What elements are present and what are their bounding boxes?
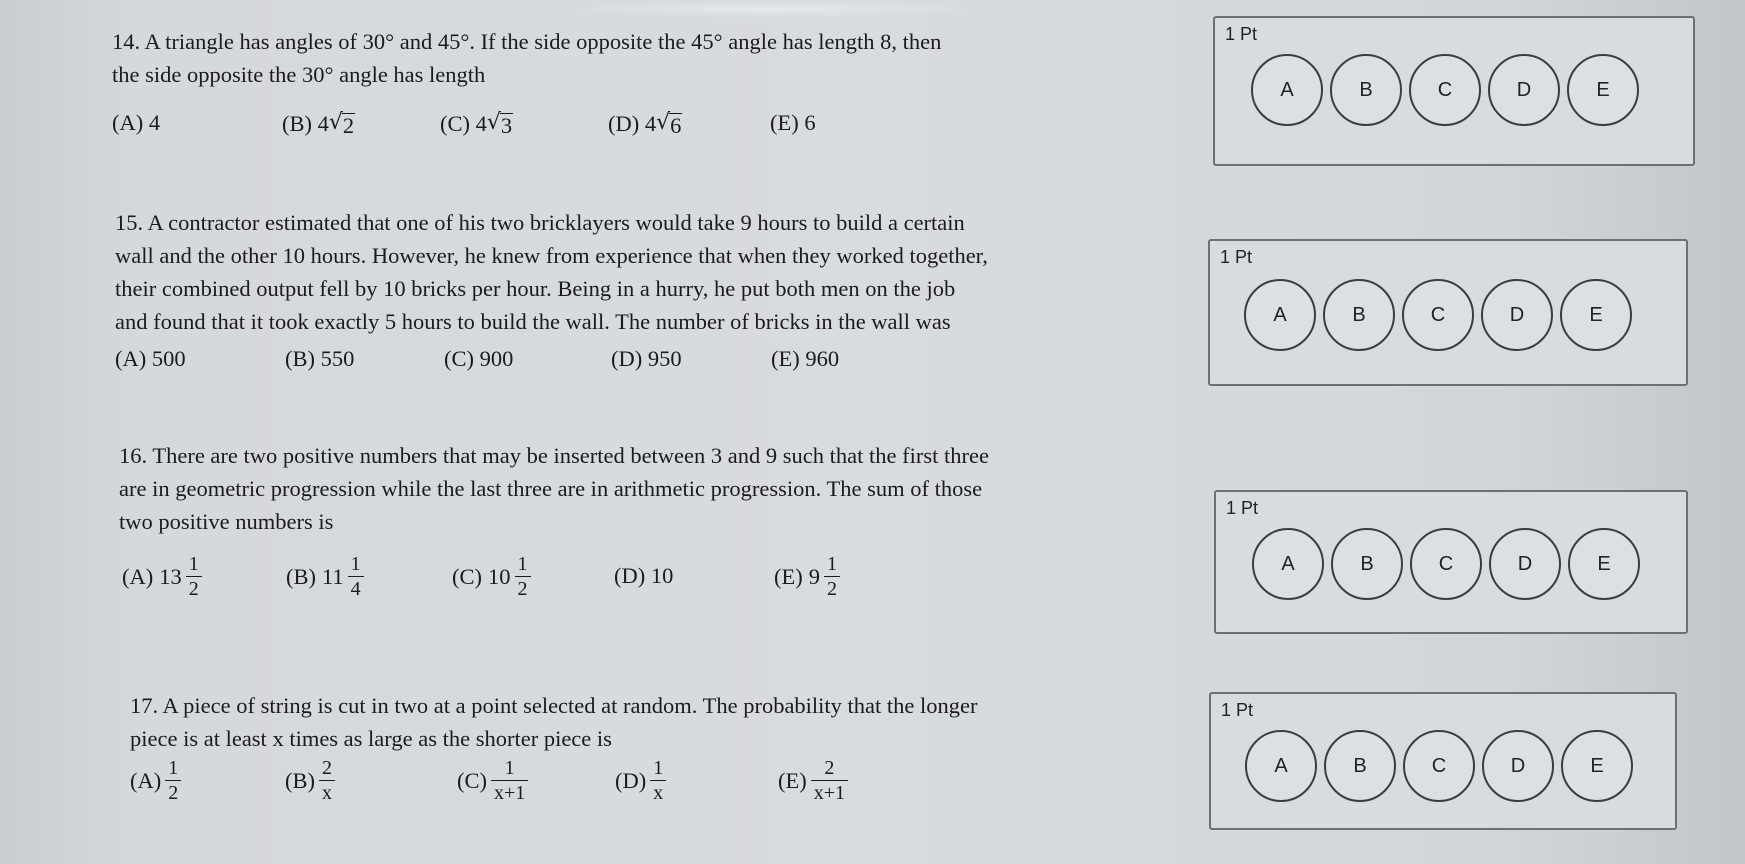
- choice-b: (B) $\frac{2}{x}$: [285, 756, 335, 805]
- choice-b: (B) 4 √ 2: [282, 110, 355, 138]
- answer-bubble-a[interactable]: A: [1244, 279, 1316, 351]
- choice-e: (E) 9 $\frac{1}{2}$: [774, 552, 840, 601]
- question-15-line-1: 15. A contractor estimated that one of his two bricklayers would take 9 hours to build a certain: [115, 210, 965, 235]
- screen-glare: [560, 0, 980, 18]
- choice-a: (A) 4: [112, 110, 161, 135]
- choice-e: (E) $\frac{2}{x+1}$: [778, 756, 848, 805]
- question-16-line-1: 16. There are two positive numbers that may be inserted between 3 and 9 such that the first three: [119, 443, 989, 468]
- question-15: [115, 206, 988, 338]
- choice-d: (D) 4 √ 6: [608, 110, 682, 138]
- fraction: $\frac{1}{2}$: [186, 552, 202, 601]
- question-15-line-2: wall and the other 10 hours. However, he knew from experience that when they worked together,: [115, 243, 988, 268]
- answer-bubble-c[interactable]: C: [1410, 528, 1482, 600]
- sqrt-expression: √ 2: [328, 110, 355, 138]
- answer-bubble-b[interactable]: B: [1331, 528, 1403, 600]
- fraction: $\frac{1}{x+1}$: [491, 756, 528, 805]
- answer-bubble-c[interactable]: C: [1402, 279, 1474, 351]
- answer-bubble-e[interactable]: E: [1568, 528, 1640, 600]
- question-16: [119, 439, 989, 538]
- choice-d: (D) 950: [611, 346, 682, 371]
- answer-bubble-e[interactable]: E: [1561, 730, 1633, 802]
- answer-bubble-e[interactable]: E: [1560, 279, 1632, 351]
- choice-d: (D) $\frac{1}{x}$: [615, 756, 666, 805]
- answer-bubble-c[interactable]: C: [1409, 54, 1481, 126]
- question-number: 17.: [130, 693, 159, 718]
- question-14-line-2: the side opposite the 30° angle has length: [112, 62, 486, 87]
- answer-bubble-a[interactable]: A: [1252, 528, 1324, 600]
- fraction: $\frac{1}{2}$: [165, 756, 181, 805]
- choice-e: (E) 960: [771, 346, 840, 371]
- fraction: $\frac{2}{x+1}$: [811, 756, 848, 805]
- points-label: 1 Pt: [1226, 498, 1259, 518]
- choice-a: (A) 13 $\frac{1}{2}$: [122, 552, 202, 601]
- answer-bubble-c[interactable]: C: [1403, 730, 1475, 802]
- fraction: $\frac{1}{4}$: [348, 552, 364, 601]
- question-14: [112, 25, 941, 91]
- choice-c: (C) 10 $\frac{1}{2}$: [452, 552, 531, 601]
- answer-bubble-d[interactable]: D: [1488, 54, 1560, 126]
- choice-c: (C) 4 √ 3: [440, 110, 513, 138]
- points-label: 1 Pt: [1221, 700, 1254, 720]
- choice-a: (A) 500: [115, 346, 186, 371]
- sqrt-expression: √ 3: [486, 110, 513, 138]
- answer-panel-14: [1213, 16, 1695, 166]
- question-16-line-3: two positive numbers is: [119, 509, 334, 534]
- answer-bubble-a[interactable]: A: [1251, 54, 1323, 126]
- fraction: $\frac{1}{2}$: [515, 552, 531, 601]
- points-label: 1 Pt: [1220, 247, 1253, 267]
- fraction: $\frac{1}{2}$: [824, 552, 840, 601]
- answer-bubble-b[interactable]: B: [1323, 279, 1395, 351]
- answer-bubble-e[interactable]: E: [1567, 54, 1639, 126]
- answer-bubble-b[interactable]: B: [1324, 730, 1396, 802]
- answer-bubble-d[interactable]: D: [1482, 730, 1554, 802]
- answer-panel-15: [1208, 239, 1688, 386]
- answer-bubble-a[interactable]: A: [1245, 730, 1317, 802]
- question-14-line-1: 14. A triangle has angles of 30° and 45°. If the side opposite the 45° angle has length 8, then: [112, 29, 942, 54]
- answer-bubble-b[interactable]: B: [1330, 54, 1402, 126]
- question-17-line-2: piece is at least x times as large as the shorter piece is: [130, 726, 612, 751]
- answer-bubble-d[interactable]: D: [1481, 279, 1553, 351]
- points-label: 1 Pt: [1225, 24, 1258, 44]
- choice-b: (B) 550: [285, 346, 355, 371]
- sqrt-expression: √ 6: [656, 110, 682, 138]
- question-17-line-1: 17. A piece of string is cut in two at a point selected at random. The probability that the longer: [130, 693, 978, 718]
- fraction: $\frac{2}{x}$: [319, 756, 335, 805]
- question-15-line-3: their combined output fell by 10 bricks per hour. Being in a hurry, he put both men on the job: [115, 276, 956, 301]
- choice-d: (D) 10: [614, 563, 674, 588]
- answer-panel-17: [1209, 692, 1677, 830]
- question-15-line-4: and found that it took exactly 5 hours to build the wall. The number of bricks in the wall was: [115, 309, 951, 334]
- choice-a: (A) $\frac{1}{2}$: [130, 756, 181, 805]
- question-number: 16.: [119, 443, 148, 468]
- choice-c: (C) $\frac{1}{x+1}$: [457, 756, 528, 805]
- question-number: 15.: [115, 210, 144, 235]
- question-number: 14.: [112, 29, 141, 54]
- question-16-line-2: are in geometric progression while the last three are in arithmetic progression. The sum of those: [119, 476, 983, 501]
- choice-b: (B) 11 $\frac{1}{4}$: [286, 552, 364, 601]
- choice-c: (C) 900: [444, 346, 514, 371]
- question-17: [130, 689, 978, 755]
- answer-panel-16: [1214, 490, 1688, 634]
- fraction: $\frac{1}{x}$: [650, 756, 666, 805]
- answer-bubble-d[interactable]: D: [1489, 528, 1561, 600]
- choice-e: (E) 6: [770, 110, 816, 135]
